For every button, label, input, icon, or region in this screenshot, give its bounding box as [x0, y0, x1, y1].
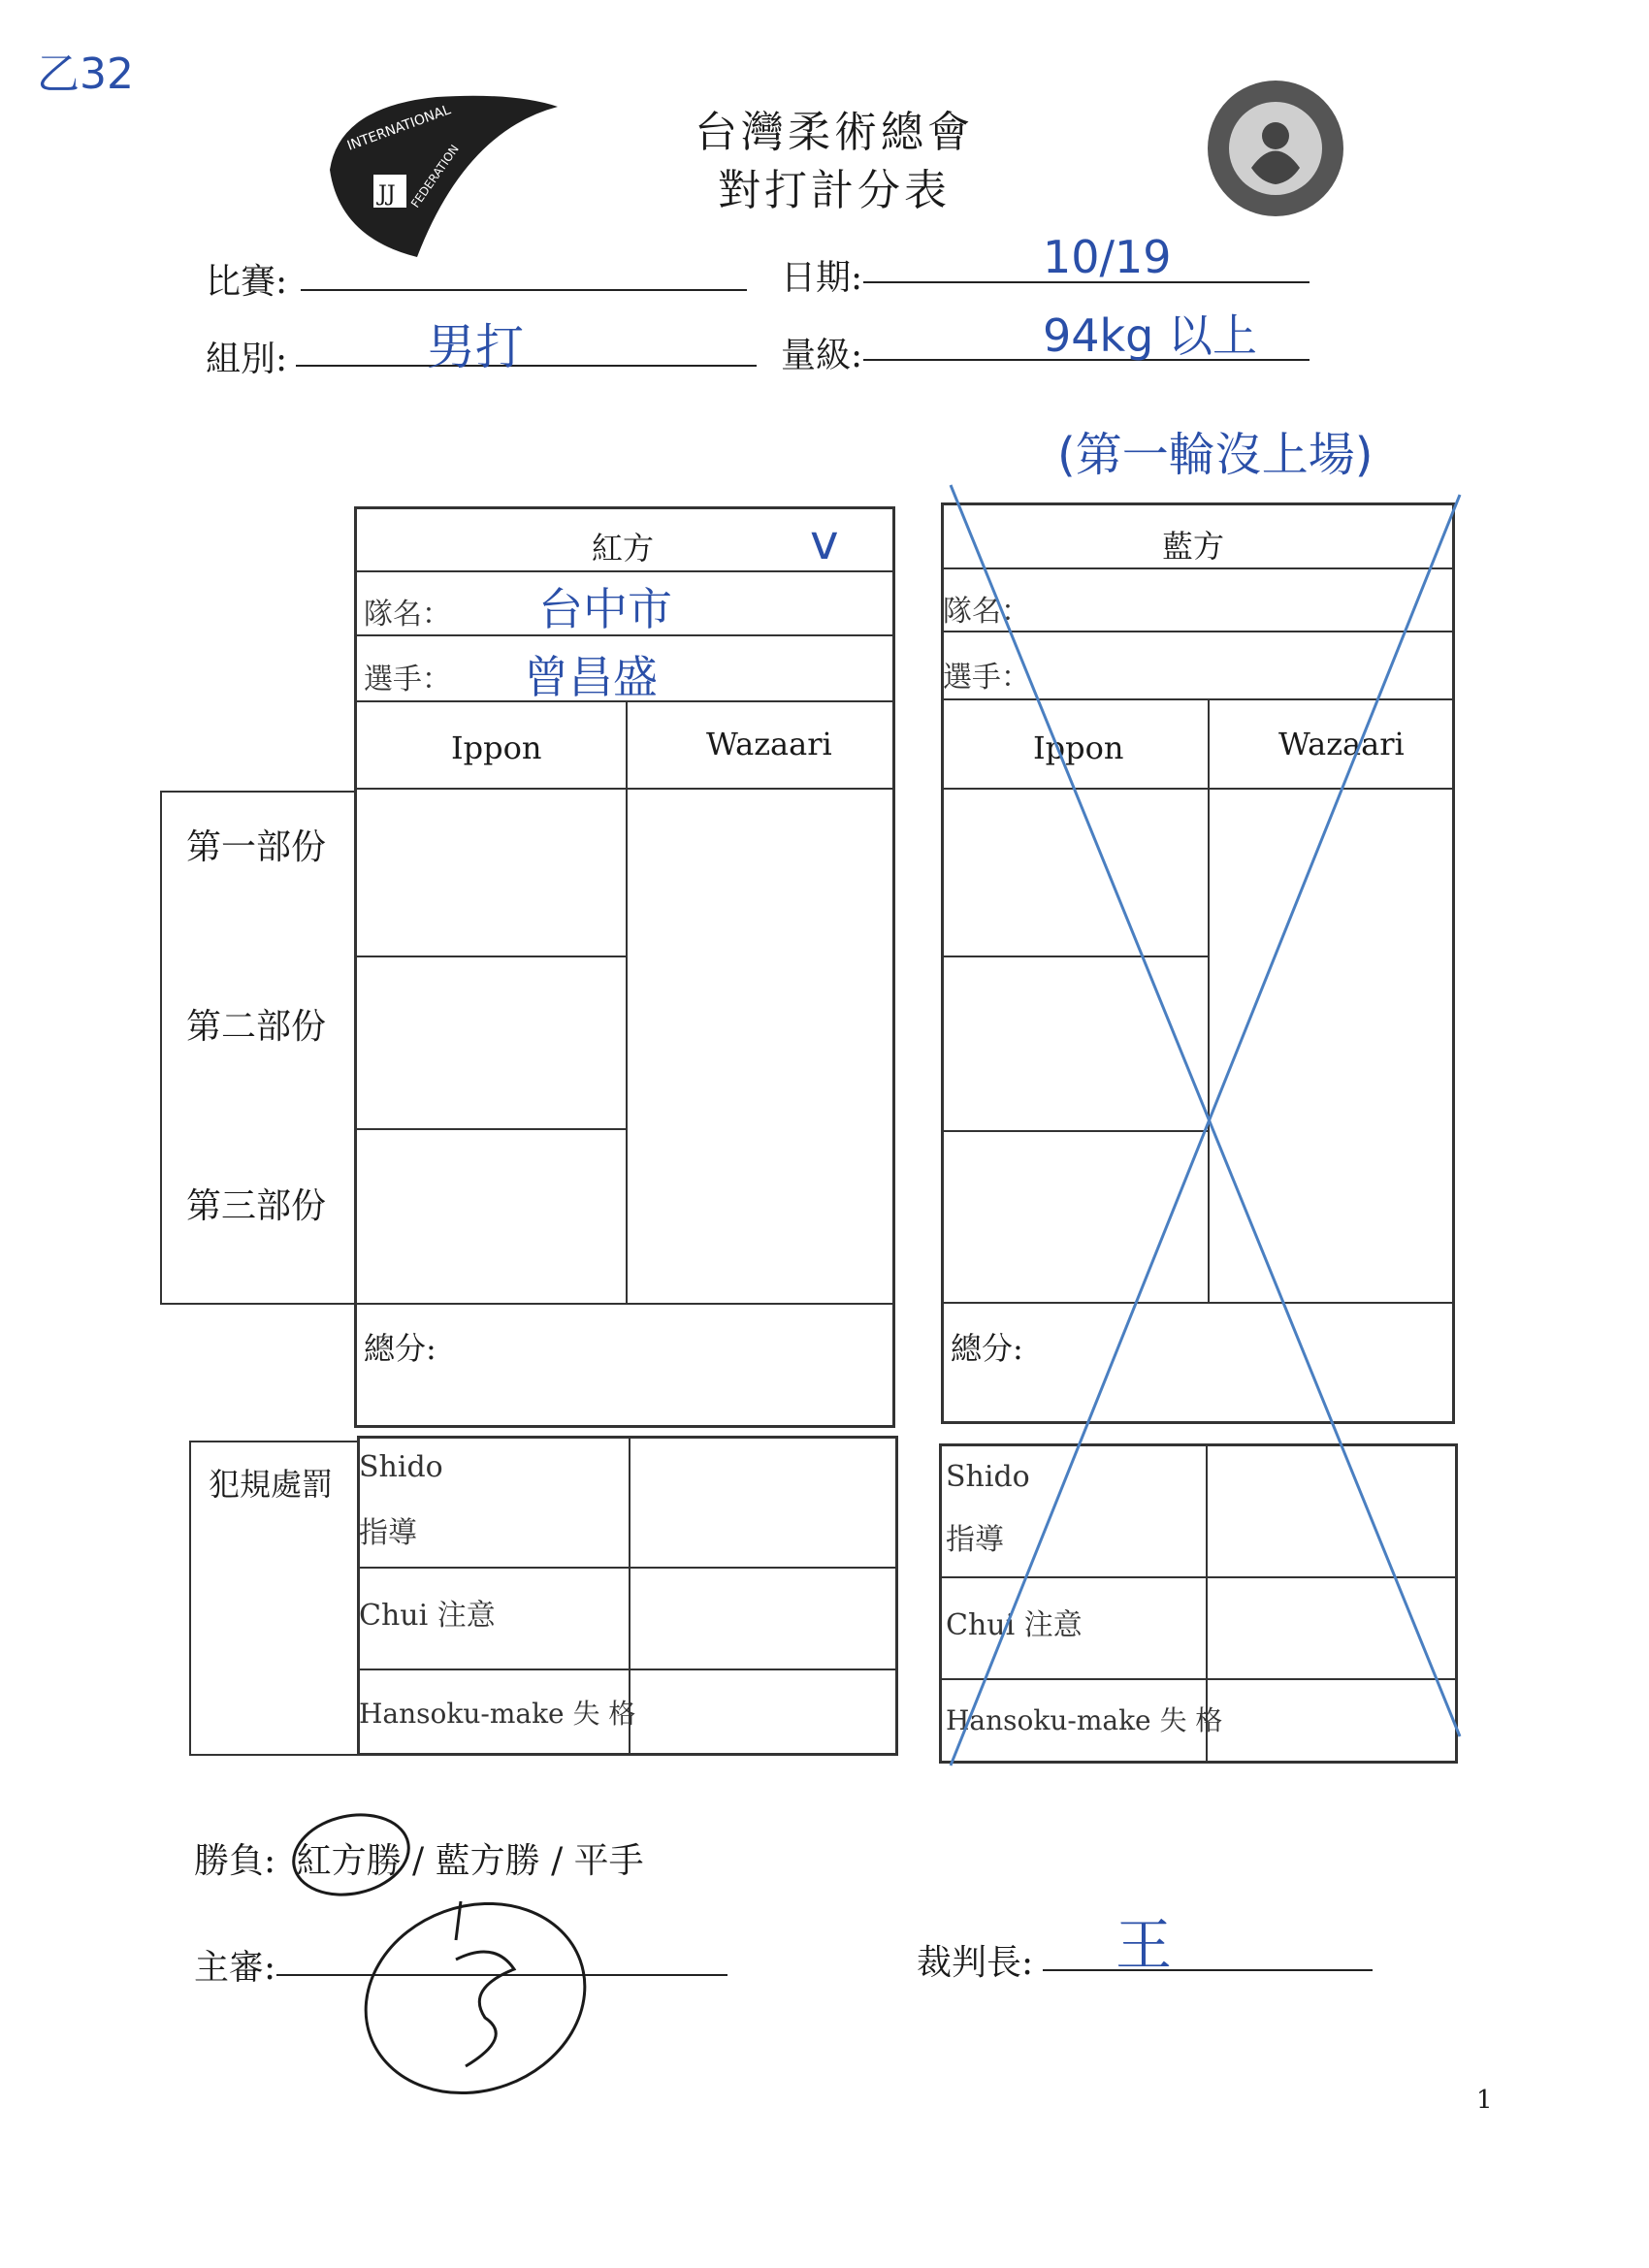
penalties-title: 犯規處罰	[209, 1466, 334, 1503]
match-line	[301, 289, 747, 291]
blue-chui: Chui 注意	[946, 1608, 1083, 1642]
blue-side-note: (第一輪沒上場)	[1057, 428, 1374, 482]
round-1-label: 第一部份	[186, 827, 327, 867]
red-check-mark: v	[810, 514, 839, 570]
svg-text:FEDERATION: FEDERATION	[407, 142, 462, 211]
svg-text:INTERNATIONAL: INTERNATIONAL	[344, 102, 453, 154]
chief-referee-line	[1043, 1969, 1373, 1971]
result-blue-win: 藍方勝	[435, 1841, 540, 1881]
blue-shido-zh: 指導	[946, 1523, 1004, 1557]
red-wazaari-header: Wazaari	[706, 726, 832, 762]
group-label: 組別:	[206, 340, 288, 379]
red-shido-en: Shido	[359, 1450, 443, 1484]
red-player-label: 選手：	[364, 663, 451, 697]
match-label: 比賽:	[206, 262, 288, 302]
result-sep-1: /	[401, 1841, 436, 1881]
result-draw: 平手	[573, 1841, 644, 1881]
red-chui: Chui 注意	[359, 1599, 496, 1633]
blue-cross-out	[931, 475, 1494, 1775]
blue-shido-en: Shido	[946, 1460, 1030, 1494]
tjjf-logo	[1203, 76, 1348, 221]
result-sep-2: /	[539, 1841, 574, 1881]
chief-referee-label: 裁判長:	[917, 1943, 1034, 1983]
blue-ippon-header: Ippon	[1033, 729, 1124, 766]
result-label: 勝負:	[194, 1841, 276, 1881]
blue-side-label: 藍方	[1162, 528, 1225, 565]
round-2-label: 第二部份	[186, 1007, 327, 1047]
date-label: 日期:	[781, 258, 863, 298]
referee-label: 主審:	[194, 1948, 276, 1988]
result-red-win: 紅方勝	[296, 1841, 402, 1881]
red-shido-zh: 指導	[359, 1516, 417, 1550]
weight-label: 量級:	[781, 336, 863, 375]
red-hansoku: Hansoku-make 失 格	[359, 1698, 636, 1730]
ijjf-logo	[320, 92, 563, 262]
logo-mark: JJ	[378, 182, 396, 207]
chief-referee-value: 王	[1116, 1912, 1173, 1978]
weight-value: 94kg 以上	[1043, 309, 1257, 362]
corner-note: 乙32	[37, 49, 134, 99]
blue-wazaari-header: Wazaari	[1278, 726, 1405, 762]
title-line-2: 對打計分表	[718, 166, 951, 215]
page-number: 1	[1476, 2086, 1493, 2115]
blue-hansoku: Hansoku-make 失 格	[946, 1704, 1223, 1736]
group-line	[296, 365, 757, 367]
red-player-value: 曾昌盛	[524, 651, 658, 703]
red-team-label: 隊名：	[364, 598, 451, 632]
red-team-value: 台中市	[538, 583, 672, 635]
round-3-label: 第三部份	[186, 1186, 327, 1226]
blue-team-label: 隊名：	[943, 595, 1030, 629]
red-ippon-header: Ippon	[451, 729, 542, 766]
date-value: 10/19	[1043, 231, 1172, 283]
referee-signature	[349, 1882, 611, 2115]
red-side-label: 紅方	[592, 530, 655, 567]
blue-total-label: 總分:	[951, 1330, 1023, 1367]
red-total-label: 總分:	[364, 1330, 436, 1367]
group-value: 男打	[427, 319, 524, 375]
blue-player-label: 選手：	[943, 661, 1030, 695]
title-line-1: 台灣柔術總會	[695, 108, 974, 157]
